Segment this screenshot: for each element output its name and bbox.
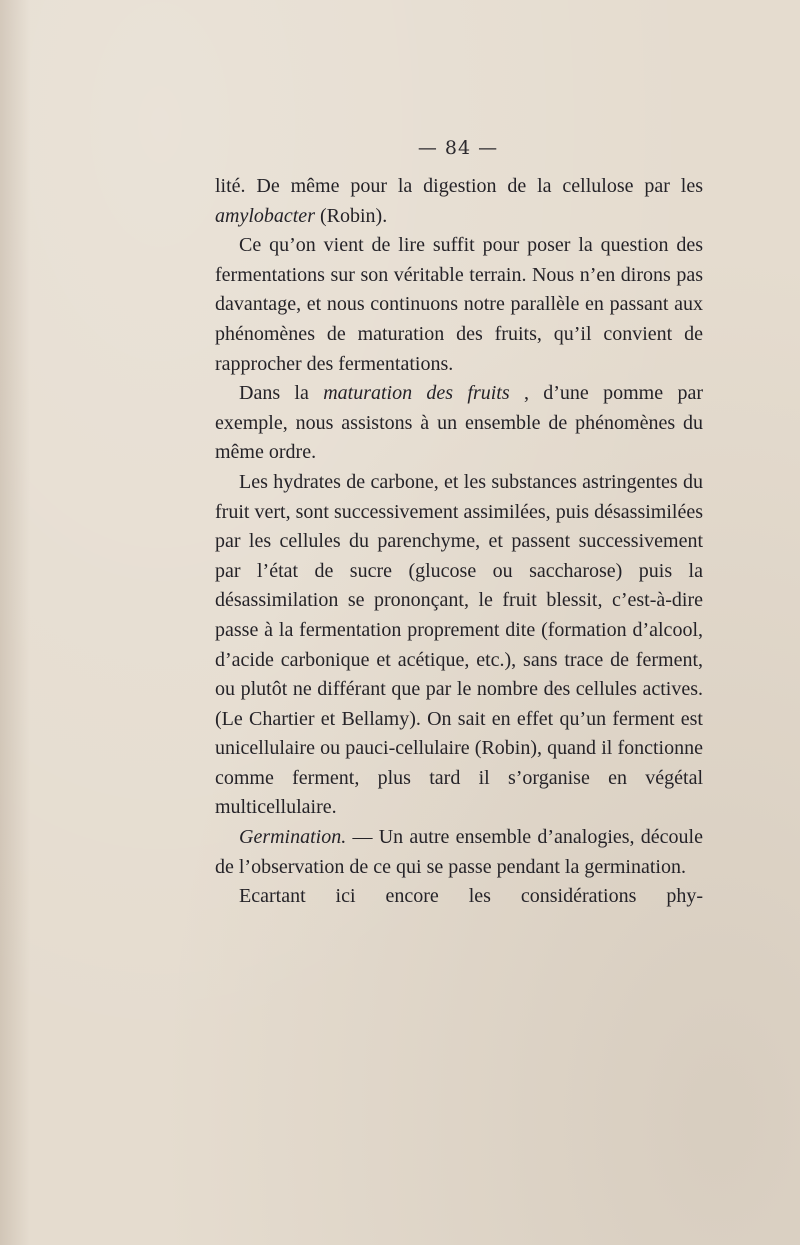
paragraph-4: Les hydrates de carbone, et les substances astringentes du fruit vert, sont successivement assimilées, puis désassimilées par les cellules du parenchyme, et passent successivement par l’état de sucre (glucose ou saccharose) puis la désassimilation se prononçant, le fruit blessit, c’est-à-dire passe à la fermentation proprement dite (formation d’alcool, d’acide carbonique et acétique, etc.), sans trace de ferment, ou plutôt ne différant que par le nombre des cellules actives. (Le Chartier et Bellamy). On sait en effet qu’un ferment est unicellulaire ou pauci-cellulaire (Robin), quand il fonctionne comme ferment, plus tard il s’organise en végétal multicellulaire. [215, 470, 703, 819]
paragraph-5 [215, 823, 703, 882]
paragraph-3-italic: maturation des fruits [323, 382, 510, 405]
paragraph-5-text: — Un autre ensemble d’analogies, découle de l’observation de ce qui se passe pendant la germination. [215, 826, 703, 878]
paragraph-2: Ce qu’on vient de lire suffit pour poser la question des fermentations sur son véritable terrain. Nous n’en dirons pas davantage, et nous continuons notre parallèle en passant aux phénomènes de maturation des fruits, qu’il convient de rapprocher des fermentations. [215, 234, 703, 375]
page-number: — 84 — [417, 137, 499, 159]
page-edge-shadow [0, 0, 30, 1245]
paragraph-6: Ecartant ici encore les considérations phy- [239, 885, 703, 908]
body-text [215, 172, 703, 912]
paragraph-1-text-end: (Robin). [314, 204, 388, 227]
paragraph-1-italic: amylobacter [215, 204, 315, 227]
paragraph-1-text: lité. De même pour la digestion de la cellulose par les [215, 175, 703, 197]
paragraph-5-heading: Germination. [239, 826, 347, 849]
paragraph-3 [215, 379, 703, 468]
paragraph-1 [215, 172, 703, 231]
paragraph-3-text: Dans la [239, 382, 324, 405]
paragraph-3-text-end: , d’une pomme par exemple, nous assistons à un ensemble de phénomènes du même ordre. [215, 382, 703, 464]
